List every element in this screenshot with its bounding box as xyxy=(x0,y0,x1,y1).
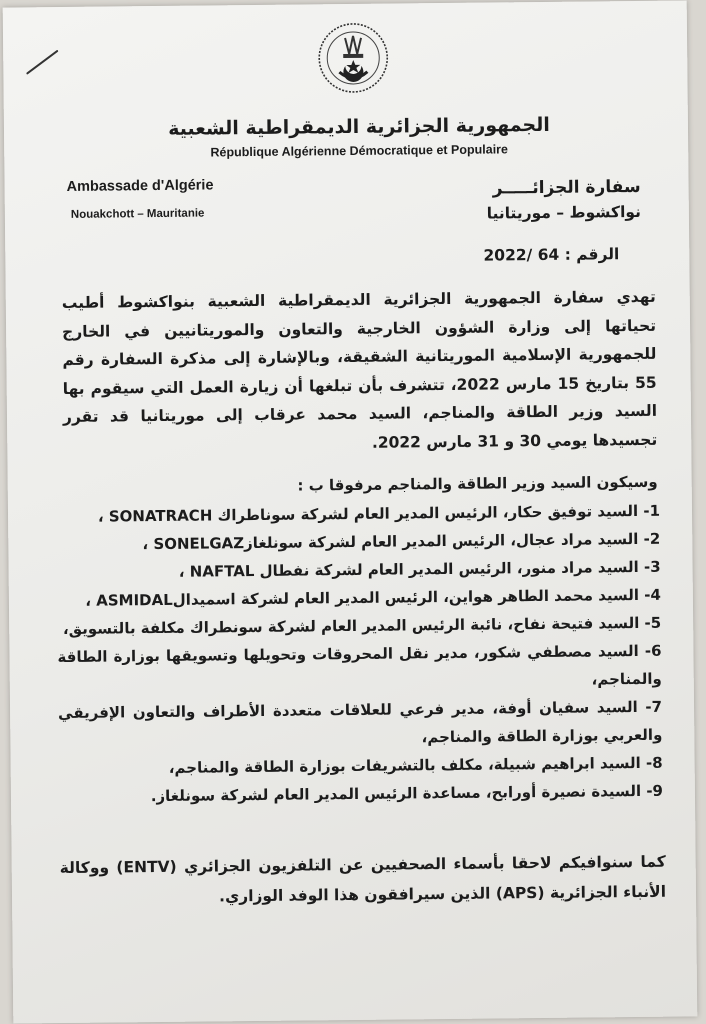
list-item: 2- السيد مراد عجال، الرئيس المدير العام لشركة سونلغازSONELGAZ ، xyxy=(142,529,661,554)
delegation-lead-line: وسيكون السيد وزير الطاقة والمناجم مرفوقا ب : xyxy=(297,472,658,495)
embassy-name-french: Ambassade d'Algérie xyxy=(66,177,214,195)
republic-name-french: République Algérienne Démocratique et Populaire xyxy=(210,142,509,160)
list-item: 7- السيد سفيان أوفة، مدير فرعي للعلاقات متعددة الأطراف والتعاون الإفريقي والعربي بوزارة الطاقة والمناجم، xyxy=(57,697,663,747)
delegation-member-list xyxy=(56,497,663,811)
document-page xyxy=(3,0,698,1023)
intro-paragraph: تهدي سفارة الجمهورية الجزائرية الديمقراطية الشعبية بنواكشوط أطيب تحياتها إلى وزارة الشؤون الخارجية والتعاون والموريتانيين في الخارج للجمهورية الإسلامية الموريتانية الشقيقة، وبالإشارة إلى مذكرة السفارة رقم 55 بتاريخ 15 مارس 2022، تتشرف بأن تبلغها أن زيارة العمل التي سيقوم بها السيد وزير الطاقة والمناجم، السيد محمد عرقاب إلى موريتانيا قد تقرر تجسيدها يومي 30 و 31 مارس 2022. xyxy=(61,287,658,452)
algeria-emblem-icon xyxy=(315,18,392,101)
list-item: 6- السيد مصطفي شكور، مدير نقل المحروقات وتحويلها وتسويقها بوزارة الطاقة والمناجم، xyxy=(57,641,662,689)
embassy-city-french: Nouakchott – Mauritanie xyxy=(70,207,205,221)
pen-stroke-mark xyxy=(25,47,61,75)
embassy-city-arabic: نواكشوط – موريتانيا xyxy=(486,202,641,223)
list-item: 1- السيد توفيق حكار، الرئيس المدير العام لشركة سوناطراك SONATRACH ، xyxy=(97,501,661,526)
list-item: 8- السيد ابراهيم شبيلة، مكلف بالتشريفات بوزارة الطاقة والمناجم، xyxy=(168,753,663,777)
list-item: 9- السيدة نصيرة أورابح، مساعدة الرئيس المدير العام لشركة سونلغاز. xyxy=(150,781,664,806)
list-item: 5- السيد فتيحة نفاح، نائبة الرئيس المدير العام لشركة سونطراك مكلفة بالتسويق، xyxy=(62,613,662,639)
closing-paragraph: كما سنوافيكم لاحقا بأسماء الصحفيين عن التلفزيون الجزائري (ENTV) ووكالة الأنباء الجزائرية (APS) الذين سيرافقون هذا الوفد الوزاري. xyxy=(59,852,667,906)
list-item: 4- السيد محمد الطاهر هواين، الرئيس المدير العام لشركة اسميدالASMIDAL ، xyxy=(85,585,661,610)
embassy-name-arabic: سفارة الجزائـــــر xyxy=(492,176,641,199)
list-item: 3- السيد مراد منور، الرئيس المدير العام لشركة نفطال NAFTAL ، xyxy=(178,557,661,581)
republic-name-arabic: الجمهورية الجزائرية الديمقراطية الشعبية xyxy=(168,113,550,140)
reference-number: الرقم : 64 /2022 xyxy=(483,245,620,265)
